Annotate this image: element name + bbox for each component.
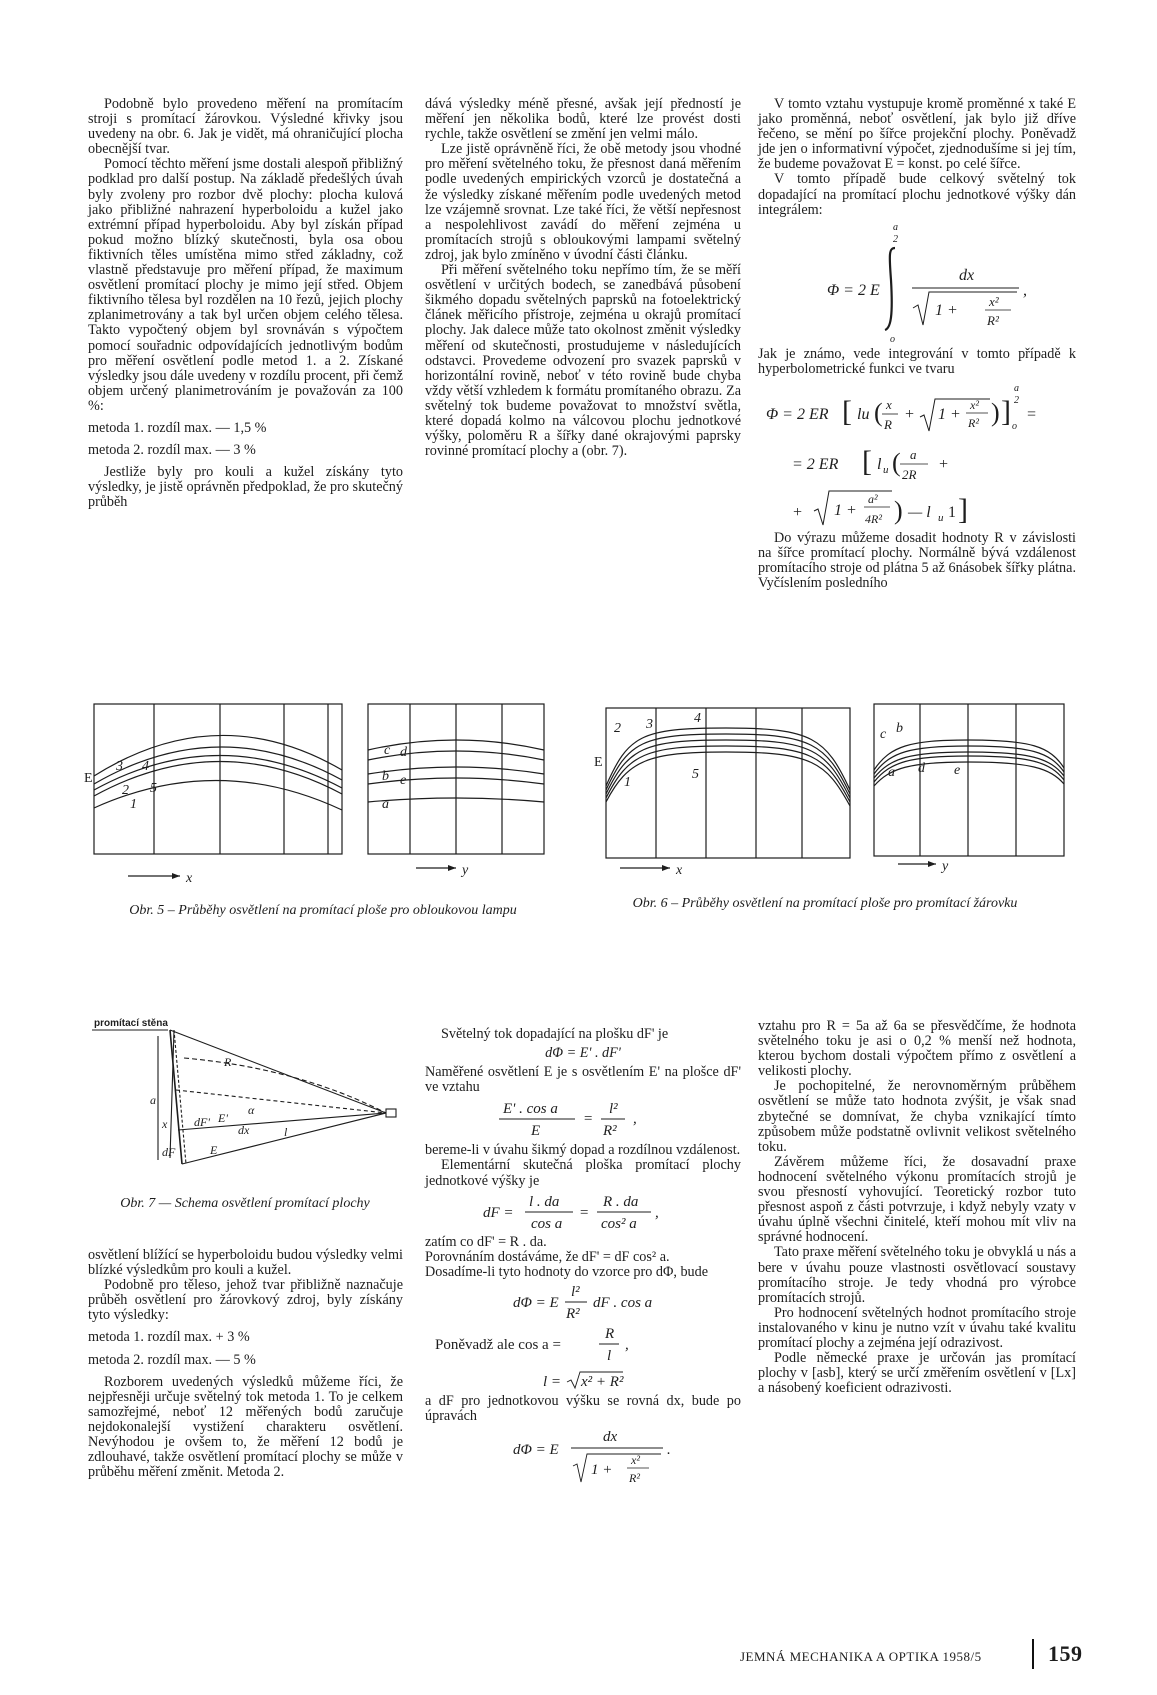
paragraph: Porovnáním dostáváme, že dF' = dF cos² a. <box>425 1248 670 1265</box>
page-footer <box>740 1641 1110 1666</box>
svg-text:[: [ <box>862 444 872 478</box>
cosine-equation <box>433 1324 733 1364</box>
paragraph: dává výsledky méně přesné, avšak její předností je měření jen několika bodů, které lze provést dosti rychle, takže osvětlení se změní jen velmi málo. <box>425 96 741 143</box>
paragraph: Pro hodnocení světelných hodnot promítacího stroje instalovaného v kinu je nutno vzít v úvahu také kvalitu promítací plochy a zejména její odrazivost. <box>758 1304 1076 1351</box>
paragraph: Světelný tok dopadající na plošku dF' je <box>441 1026 669 1042</box>
paragraph: Tato praxe měření světelného toku je obvyklá u nás a bere v úvahu pouze vlastnosti osvětlovací soustavy promítacího stroje. Je tedy vhodná pro výrobce promítacích strojů. <box>758 1244 1076 1306</box>
surface-element-equation <box>473 1191 693 1233</box>
final-flux-equation <box>473 1426 693 1486</box>
fig6-curve-label: 4 <box>694 711 701 726</box>
column-3-bottom <box>758 1019 1076 1396</box>
paragraph: Podobně bylo provedeno měření na promítacím stroji s promítací žárovkou. Výsledné křivky jsou uvedeny na obr. 6. Jak je vidět, má ohraničující plocha obecnější tvar. <box>88 96 403 158</box>
column-1-top <box>88 97 403 510</box>
svg-text:(: ( <box>874 397 883 427</box>
svg-text:,: , <box>655 1204 659 1221</box>
svg-text:lu: lu <box>857 405 870 423</box>
svg-text:dF =: dF = <box>483 1204 514 1221</box>
svg-text:4R²: 4R² <box>865 511 882 526</box>
svg-text:2: 2 <box>893 233 898 245</box>
paragraph: osvětlení blížící se hyperboloidu budou výsledky velmi blízké výsledkům pro kouli a kužel. <box>88 1247 403 1279</box>
svg-text:1 +: 1 + <box>591 1462 613 1479</box>
result-line: metoda 2. rozdíl max. — 3 % <box>88 442 256 459</box>
fig6-curve-label: b <box>896 721 903 736</box>
fig5-y-label: y <box>462 863 469 878</box>
paragraph: Při měření světelného toku nepřímo tím, že se měří osvětlení v určitých bodech, se zanedbává působení šikmého dopadu světelných paprsků na fotoelektrický článek měřicího přístroje, zejména u okrajů promítací plochy. Jak dalece může tato okolnost změnit výsledky měření od skutečnosti, prostudujeme v následujících odstavci. Provedeme odvození pro svazek paprsků v horizontální rovině, neboť v této rovině bude chyba vždy větší vzhledem k formátu promítaného obrazu. Za světelný tok budeme považovat to množství světla, které dopadá kolmo na válcovou plochu jednotkové výšky, poloměru R a šířky dané okrajovými paprsky rovinné promítací plochy a (obr. 7). <box>425 262 741 460</box>
svg-text:cos a: cos a <box>531 1215 563 1232</box>
fig7-label: dx <box>238 1123 250 1137</box>
svg-text:): ) <box>991 397 1000 427</box>
svg-text:]: ] <box>1001 394 1011 428</box>
svg-text:= 2 ER: = 2 ER <box>792 455 839 473</box>
svg-text:E' . cos a: E' . cos a <box>503 1101 558 1118</box>
svg-text:dx: dx <box>959 266 975 284</box>
svg-text:R²: R² <box>629 1471 640 1486</box>
svg-text:R: R <box>605 1325 615 1342</box>
svg-text:.: . <box>667 1442 671 1459</box>
fig6-curve-label: 2 <box>614 721 621 736</box>
paragraph: zatím co dF' = R . da. <box>425 1233 547 1250</box>
fig7-label: E' <box>218 1111 228 1125</box>
svg-text:l: l <box>607 1347 612 1364</box>
fig7-label: l <box>284 1125 288 1139</box>
svg-text:R²: R² <box>603 1123 617 1140</box>
fig7-label: a <box>150 1093 156 1107</box>
svg-text:+: + <box>792 503 803 521</box>
svg-text:=: = <box>1026 405 1037 423</box>
svg-text:— l: — l <box>908 503 931 521</box>
result-line: metoda 2. rozdíl max. — 5 % <box>88 1351 256 1368</box>
figure-6 <box>580 698 1080 898</box>
svg-text:a²: a² <box>868 491 878 506</box>
paragraph: bereme-li v úvahu šikmý dopad a rozdílnou vzdálenost. <box>425 1142 741 1159</box>
svg-text:R²: R² <box>968 415 979 430</box>
paragraph: V tomto případě bude celkový světelný tok dopadající na promítací plochu jednotkové výšky dán integrálem: <box>758 171 1076 218</box>
fig5-curve-label: 4 <box>142 759 149 774</box>
fig7-label: R <box>224 1055 232 1069</box>
fig7-label: E <box>210 1143 218 1157</box>
svg-text:cos² a: cos² a <box>601 1215 637 1232</box>
svg-text:dF . cos a: dF . cos a <box>593 1294 653 1311</box>
svg-text:,: , <box>625 1336 629 1353</box>
paragraph: Jak je známo, vede integrování v tomto případě k hyperbolometrické funkci ve tvaru <box>758 345 1076 377</box>
svg-text:Φ = 2 E: Φ = 2 E <box>827 281 880 299</box>
svg-text:1: 1 <box>948 503 956 521</box>
fig6-curve-label: d <box>918 761 925 776</box>
svg-text:x: x <box>886 396 892 412</box>
paragraph: Podle německé praxe je určován jas promítací plochy v [asb], který se určí změřením osvětlení v [Lx] a násobený koeficient odrazivosti. <box>758 1350 1076 1397</box>
result-line: metoda 1. rozdíl max. + 3 % <box>88 1329 250 1346</box>
fig7-caption: Obr. 7 — Schema osvětlení promítací plochy <box>120 1196 370 1211</box>
fig6-curve-label: e <box>954 763 961 778</box>
svg-text:x²: x² <box>989 293 999 309</box>
svg-text:R: R <box>884 416 892 432</box>
svg-text:2: 2 <box>1014 394 1019 406</box>
fig5-curve-label: 5 <box>150 781 157 796</box>
paragraph: vztahu pro R = 5a až 6a se přesvědčíme, že hodnota světelného toku je asi o 0,2 % menší než hodnota, kterou bychom dostali výpočtem přímo z osvětlení a velikosti plochy. <box>758 1018 1076 1080</box>
paragraph: Elementární skutečná ploška promítací plochy jednotkové výšky je <box>425 1157 741 1189</box>
paragraph: Závěrem můžeme říci, že dosavadní praxe hodnocení světelného výkonu promítacích strojů je svou přesností vyhovující. Teoretický rozbor tuto přesnost aspoň z části potvrzuje, i když nebyly vzaty v úvahu úplně všechni činitelé, kteří mohou mít vliv na správné hodnocení. <box>758 1153 1076 1246</box>
svg-text:,: , <box>1023 281 1027 299</box>
fig6-x-label: x <box>676 863 683 878</box>
column-2-bottom <box>425 1027 741 1488</box>
svg-text:R²: R² <box>566 1305 580 1322</box>
svg-text:): ) <box>894 495 903 525</box>
fig5-curve-label: a <box>382 797 389 812</box>
fig5-x-label: x <box>186 871 193 886</box>
flux-integral-equation <box>767 220 1067 345</box>
svg-text:Φ = 2 ER: Φ = 2 ER <box>766 405 829 423</box>
journal-name: JEMNÁ MECHANIKA A OPTIKA 1958/5 <box>740 1649 982 1664</box>
svg-text:o: o <box>1012 420 1017 432</box>
page-number: 159 <box>1048 1641 1083 1666</box>
svg-text:x² + R²: x² + R² <box>581 1373 624 1390</box>
paragraph: V tomto vztahu vystupuje kromě proměnné x také E jako proměnná, neboť osvětlení, jak bylo již dříve řečeno, se mění po šířce projekční plochy. Poněvadž jde jen o informativní výpočet, zjednodušíme si jej tím, že budeme považovat E = konst. po celé šířce. <box>758 96 1076 173</box>
svg-text:(: ( <box>892 447 901 477</box>
svg-text:l: l <box>877 455 882 473</box>
svg-text:l²: l² <box>609 1101 618 1118</box>
svg-text:l . da: l . da <box>529 1193 560 1210</box>
svg-text:a: a <box>910 446 917 462</box>
fig5-curve-label: 2 <box>122 783 129 798</box>
hyperbolometric-equation <box>762 379 1072 529</box>
svg-text:u: u <box>938 511 944 524</box>
flux-element-equation: dΦ = E' . dF' <box>545 1045 621 1062</box>
svg-text:a: a <box>1014 382 1019 394</box>
fig6-y-label: y <box>942 859 949 874</box>
flux-substitution-equation <box>473 1282 693 1322</box>
paragraph: Naměřené osvětlení E je s osvětlením E' na plošce dF' ve vztahu <box>425 1064 741 1096</box>
distance-equation <box>483 1366 683 1392</box>
svg-text:1 +: 1 + <box>834 501 857 519</box>
fig7-label: x <box>162 1117 168 1131</box>
svg-text:E: E <box>531 1123 541 1140</box>
illumination-relation-equation <box>483 1097 683 1141</box>
fig7-wall-label: promítací stěna <box>94 1018 168 1029</box>
svg-text:[: [ <box>842 394 852 428</box>
svg-text:l²: l² <box>571 1283 580 1300</box>
svg-text:dΦ = E: dΦ = E <box>513 1294 559 1311</box>
column-3-top <box>758 97 1076 591</box>
paragraph: a dF pro jednotkovou výšku se rovná dx, bude po úpravách <box>425 1392 741 1425</box>
result-line: metoda 1. rozdíl max. — 1,5 % <box>88 419 267 436</box>
fig6-curve-label: 1 <box>624 775 631 790</box>
column-1-bottom <box>88 1248 403 1480</box>
fig7-label: dF' <box>194 1115 210 1129</box>
fig6-curve-label: 3 <box>646 717 653 732</box>
fig6-curve-label: a <box>888 765 895 780</box>
paragraph: Je pochopitelné, že nerovnoměrným průběhem osvětlení se může tato hodnota zvýšit, je však snad zbytečné se domnívat, že chyba vznikající tímto způsobem může podstatně ovlivnit velikost světelného toku. <box>758 1078 1076 1155</box>
fig5-curve-label: d <box>400 745 407 760</box>
paragraph: Do výrazu můžeme dosadit hodnoty R v závislosti na šířce promítací plochy. Normálně bývá vzdálenost promítacího stroje od plátna 5 až 6násobek šířky plátna. Vyčíslením posledního <box>758 529 1076 592</box>
paragraph: Rozborem uvedených výsledků můžeme říci, že nejpřesněji určuje světelný tok metoda 1. To je celkem samozřejmé, neboť 12 měřených bodů zaručuje nejdokonalejší vystižení charakteru osvětlení. Nevýhodou je ovšem to, že měření 12 bodů je zdlouhavé, takže osvětlení promítací plochy se může v průběhu měření změnit. Metoda 2. <box>88 1373 403 1481</box>
svg-text:x²: x² <box>970 397 979 412</box>
svg-text:o: o <box>890 333 895 345</box>
svg-text:=: = <box>579 1204 590 1221</box>
fig6-curve-label: c <box>880 727 887 742</box>
fig5-curve-label: c <box>384 743 391 758</box>
fig5-curve-label: 3 <box>116 759 123 774</box>
svg-text:u: u <box>883 463 889 476</box>
fig6-e-label: E <box>594 755 603 770</box>
svg-text:a: a <box>893 221 898 233</box>
fig5-e-label: E <box>84 771 93 786</box>
svg-text:2R: 2R <box>902 466 917 482</box>
svg-text:+: + <box>904 405 915 423</box>
fig5-curve-label: 1 <box>130 797 137 812</box>
fig6-curve-label: 5 <box>692 767 699 782</box>
fig6-caption: Obr. 6 – Průběhy osvětlení na promítací ploše pro promítací žárovku <box>632 896 1018 911</box>
svg-text:R . da: R . da <box>603 1193 639 1210</box>
svg-text:1 +: 1 + <box>938 405 961 423</box>
paragraph: Dosadíme-li tyto hodnoty do vzorce pro dΦ, bude <box>425 1263 709 1280</box>
paragraph: Pomocí těchto měření jsme dostali alespoň přibližný podklad pro další postup. Na základě předešlých úvah byly zvoleny pro rozbor dvě plochy: plocha kulová jako přibližné nahrazení hyperboloidu a kužel jako extrémní případ hyperboloidu. Aby byl získán případ pokud možno blízký skutečnosti, byla osa obou fiktivních těles umístěna mimo střed základny, což vlastně představuje pro měření případ, že maximum osvětlení promítací plochy je mimo její střed. Objem fiktivního tělesa byl rozdělen na 10 řezů, jejich plochy zplanimetrovány a tak byl určen objem celého tělesa. Takto vypočtený objem byl srovnáván s výpočtem pomocí souřadnic odpovídajících jednotlivým bodům pro měření osvětlení podle metod 1. a 2. Získané výsledky jsou dále uvedeny v rozdílu procent, při čemž objem určený planimetrováním je považován za 100 %: <box>88 156 403 414</box>
svg-text:+: + <box>938 455 949 473</box>
figure-5 <box>84 698 568 898</box>
paragraph: Podobně pro těleso, jehož tvar přibližně naznačuje průběh osvětlení pro žárovkový zdroj, byly získány tyto výsledky: <box>88 1277 403 1324</box>
paragraph: Poněvadž ale cos a = <box>435 1336 561 1353</box>
svg-text:x²: x² <box>631 1453 640 1468</box>
svg-text:R²: R² <box>987 312 999 328</box>
svg-text:]: ] <box>958 492 968 526</box>
column-2-top <box>425 97 741 459</box>
footer-divider <box>1032 1639 1034 1669</box>
svg-text:,: , <box>633 1111 637 1128</box>
svg-text:l =: l = <box>543 1373 562 1390</box>
svg-text:dx: dx <box>603 1429 618 1446</box>
fig5-curve-label: e <box>400 773 407 788</box>
svg-text:dΦ = E: dΦ = E <box>513 1442 559 1459</box>
fig7-label: α <box>248 1103 255 1117</box>
fig5-curve-label: b <box>382 769 389 784</box>
svg-text:1 +: 1 + <box>935 301 958 319</box>
fig5-caption: Obr. 5 – Průběhy osvětlení na promítací ploše pro obloukovou lampu <box>129 903 517 918</box>
svg-text:=: = <box>583 1111 594 1128</box>
fig7-label: dF <box>162 1145 176 1159</box>
fig6-panel-x <box>606 708 850 858</box>
paragraph: Jestliže byly pro kouli a kužel získány tyto výsledky, je jistě oprávněn předpoklad, že pro skutečný průběh <box>88 464 403 511</box>
paragraph: Lze jistě oprávněně říci, že obě metody jsou vhodné pro měření světelného toku, že přesnost daná měřením podle uvedených empirických vzorců je dostatečná a že výsledky získané měřením podle uvedených metod lze vzájemně srovnat. Lze také říci, že větší nepřesnost a nespolehlivost zavádí do měření zejména u promítacích strojů s obloukovými lampami světelný zdroj, jak bylo zmíněno v úvodní části článku. <box>425 141 741 263</box>
figure-7 <box>88 1018 408 1173</box>
